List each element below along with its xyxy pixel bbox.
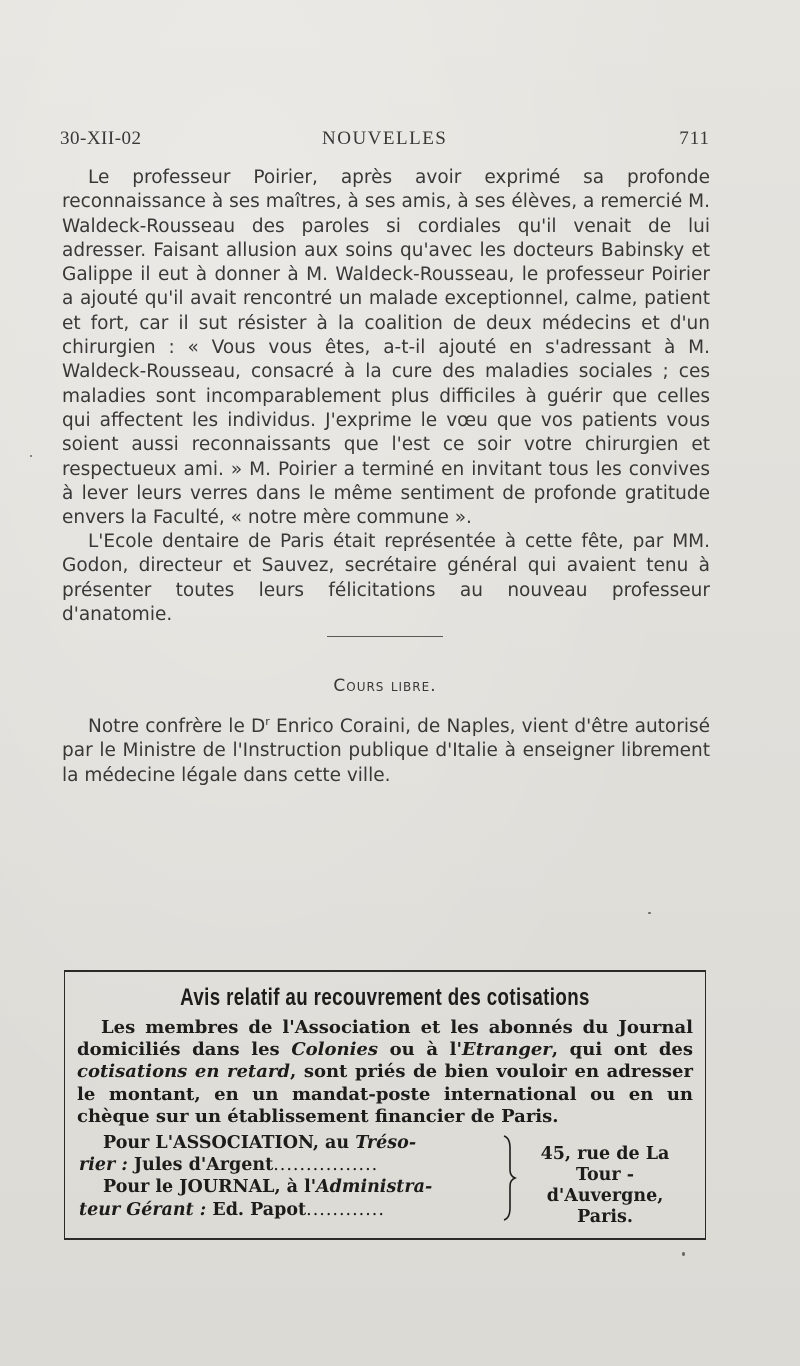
notice-body [77,1017,693,1128]
journal-line-1 [79,1176,504,1198]
payment-recipients [79,1132,504,1221]
administrateur-name: Ed. Papot [206,1199,307,1220]
administrateur-label: Administra- [316,1177,433,1198]
notice-body-part-3: , qui ont des [551,1039,694,1061]
print-speck [682,1252,685,1256]
print-speck [30,455,32,457]
journal-label: Pour le JOURNAL, à l' [103,1177,317,1198]
cours-libre-paragraph [62,710,710,788]
administrateur-label-end: teur Gérant : [79,1199,207,1220]
article-paragraph-1: Le professeur Poirier, après avoir exprimé sa profonde reconnaissance à ses maîtres, à ses amis, à ses élèves, a remercié M. Waldeck-Rousseau des paroles si cordiales qu'il venait de lui adresser. Faisant allusion aux soins qu'avec les docteurs Babinsky et Galippe il eut à donner à M. Waldeck-Rousseau, le professeur Poirier a ajouté qu'il avait rencontré un malade exceptionnel, calme, patient et fort, car il sut résister à la coalition de deux médecins et d'un chirurgien : « Vous vous êtes, a-t-il ajouté en s'adressant à M. Waldeck-Rousseau, consacré à la cure des maladies sociales ; ces maladies sont incomparablement plus difficiles à guérir que celles qui affectent les individus. J'exprime le vœu que vos patients vous soient aussi reconnaissants que l'est ce soir votre chirurgien et respectueux ami. » M. Poirier a terminé en invitant tous les convives à lever leurs verres dans le même sentiment de profonde gratitude envers la Faculté, « notre mère commune ». [62,167,710,529]
leader-dots: ............ [306,1199,385,1220]
association-line-2 [79,1154,504,1176]
notice-body-em-etranger: Etranger [461,1039,552,1061]
doctor-superscript: r [265,715,270,728]
curly-brace-icon [501,1134,517,1222]
article-paragraph-2: L'Ecole dentaire de Paris était représentée à cette fête, par MM. Godon, directeur et Sauvez, secrétaire général qui avaient tenu à présenter toutes leurs félicitations au nouveau professeur d'anatomie. [62,531,710,625]
tresorier-label: Tréso- [355,1133,417,1153]
notice-box [64,970,706,1240]
cours-libre-text-before: Notre confrère le D [88,716,266,737]
leader-dots: ................ [273,1155,379,1176]
cours-libre-heading: Cours libre. [333,676,437,696]
print-speck [648,912,651,914]
notice-body-em-colonies: Colonies [291,1039,378,1061]
association-line-1 [79,1132,504,1154]
cours-libre-text-after: Enrico Coraini, de Naples, vient d'être autorisé par le Ministre de l'Instruction publique d'Italie à enseigner librement la médecine légale dans cette ville. [62,716,711,786]
page-number: 711 [679,128,710,149]
notice-body-part-4: , sont priés de bien vouloir en adresser le montant, en un mandat-poste international ou en un chèque sur un établissement financier de Paris. [77,1061,693,1127]
notice-body-part-1: Les membres de l'Association et les abonnés du Journal domiciliés dans les [77,1017,693,1061]
notice-body-em-retard: cotisations en retard [77,1061,290,1083]
notice-body-part-2: ou à l' [378,1039,462,1061]
running-head [60,128,710,154]
tresorier-label-end: rier : [79,1155,128,1176]
association-label: Pour L'ASSOCIATION, au [103,1133,356,1153]
header-section: NOUVELLES [322,128,448,149]
postal-address: 45, rue de La Tour - d'Auvergne, Paris. [540,1144,670,1227]
notice-title: Avis relatif au recouvrement des cotisations [180,984,590,1011]
journal-line-2 [79,1199,504,1221]
header-date: 30-XII-02 [60,128,142,149]
tresorier-name: Jules d'Argent [127,1155,274,1176]
section-divider [327,636,443,637]
